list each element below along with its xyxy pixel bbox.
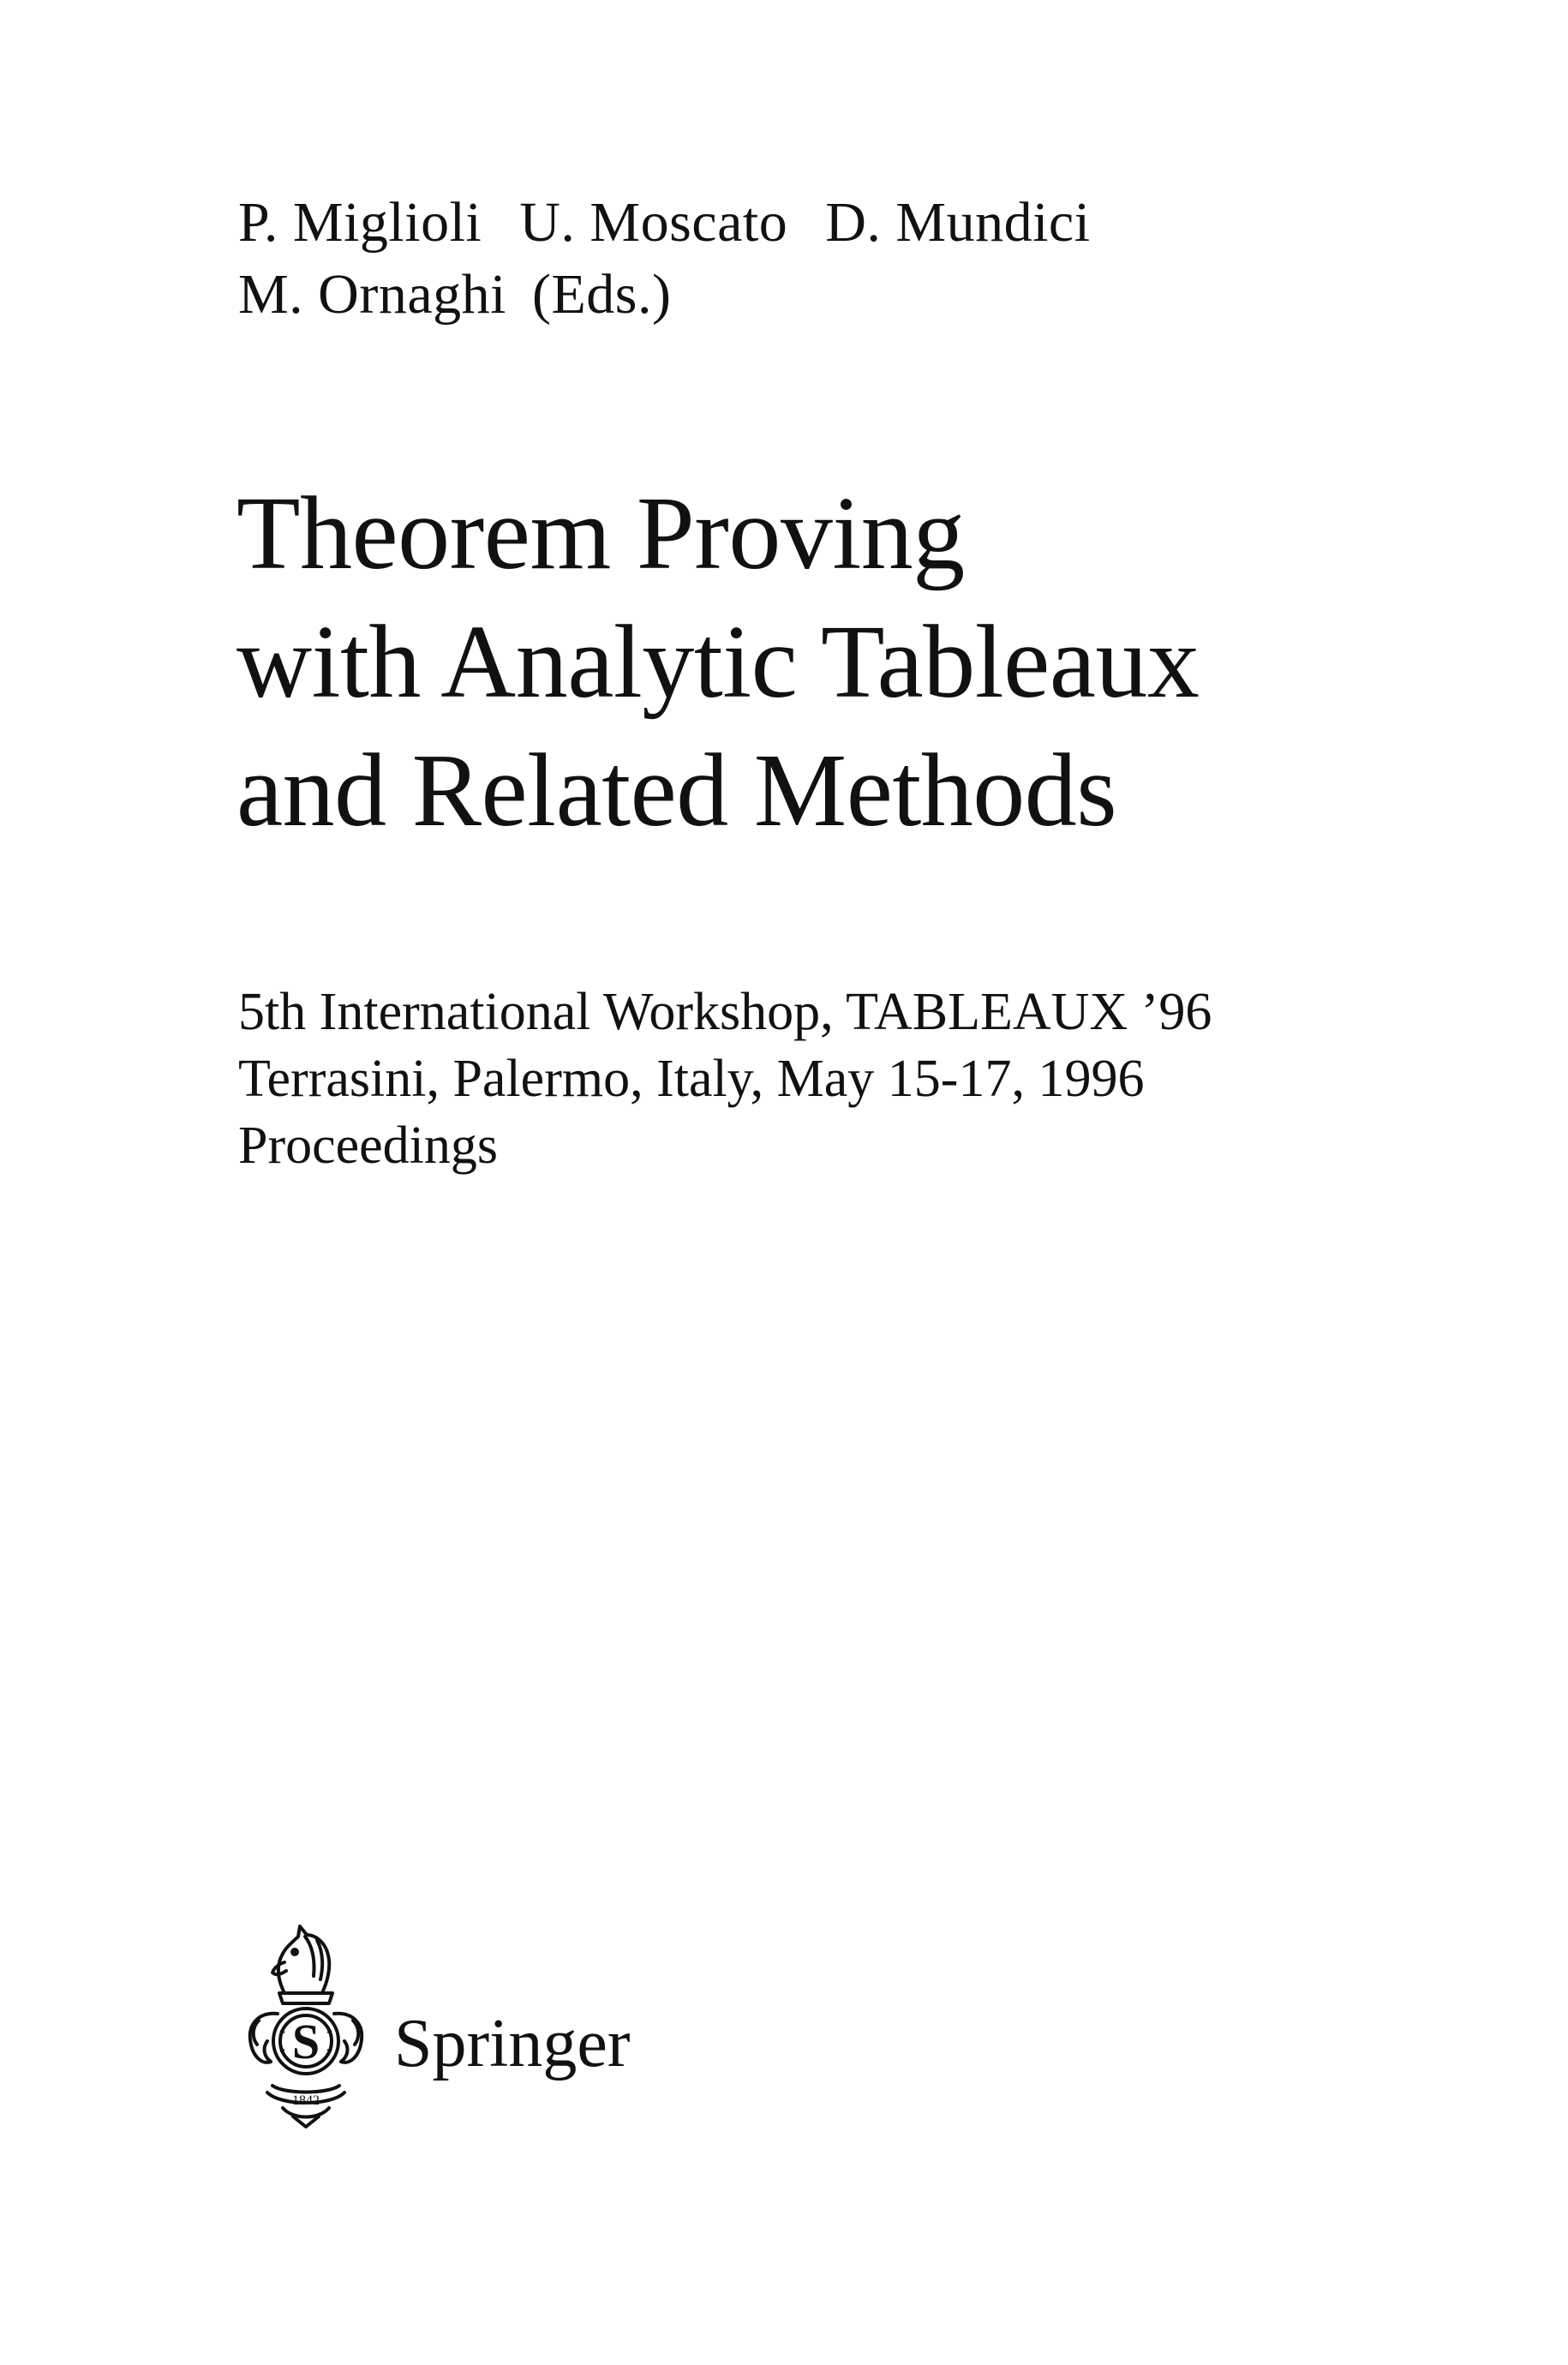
- editor-name: P. Miglioli: [238, 191, 482, 254]
- editor-name: D. Mundici: [825, 191, 1091, 254]
- location-date-line: Terrasini, Palermo, Italy, May 15-17, 1996: [238, 1050, 1145, 1108]
- springer-knight-logo-icon: [233, 1911, 379, 2134]
- conference-info: [238, 979, 1212, 1179]
- editors-block: [238, 187, 1091, 331]
- editors-suffix: (Eds.): [531, 263, 672, 326]
- logo-monogram-letter: S: [291, 2014, 320, 2069]
- book-title-line: with Analytic Tableaux: [236, 604, 1200, 720]
- publisher-block: [233, 1911, 764, 2134]
- editor-name: U. Moscato: [519, 191, 788, 254]
- editors-line-1: [238, 187, 1091, 259]
- proceedings-label: Proceedings: [238, 1117, 499, 1175]
- editor-name: M. Ornaghi: [238, 263, 506, 326]
- book-title: [236, 470, 1199, 855]
- editors-line-2: [238, 259, 1091, 331]
- svg-text:1842: 1842: [292, 2093, 320, 2108]
- publisher-name: Springer: [394, 2006, 631, 2081]
- book-title-line: and Related Methods: [236, 733, 1117, 848]
- book-title-line: Theorem Proving: [236, 476, 965, 591]
- workshop-line: 5th International Workshop, TABLEAUX ’96: [238, 983, 1212, 1041]
